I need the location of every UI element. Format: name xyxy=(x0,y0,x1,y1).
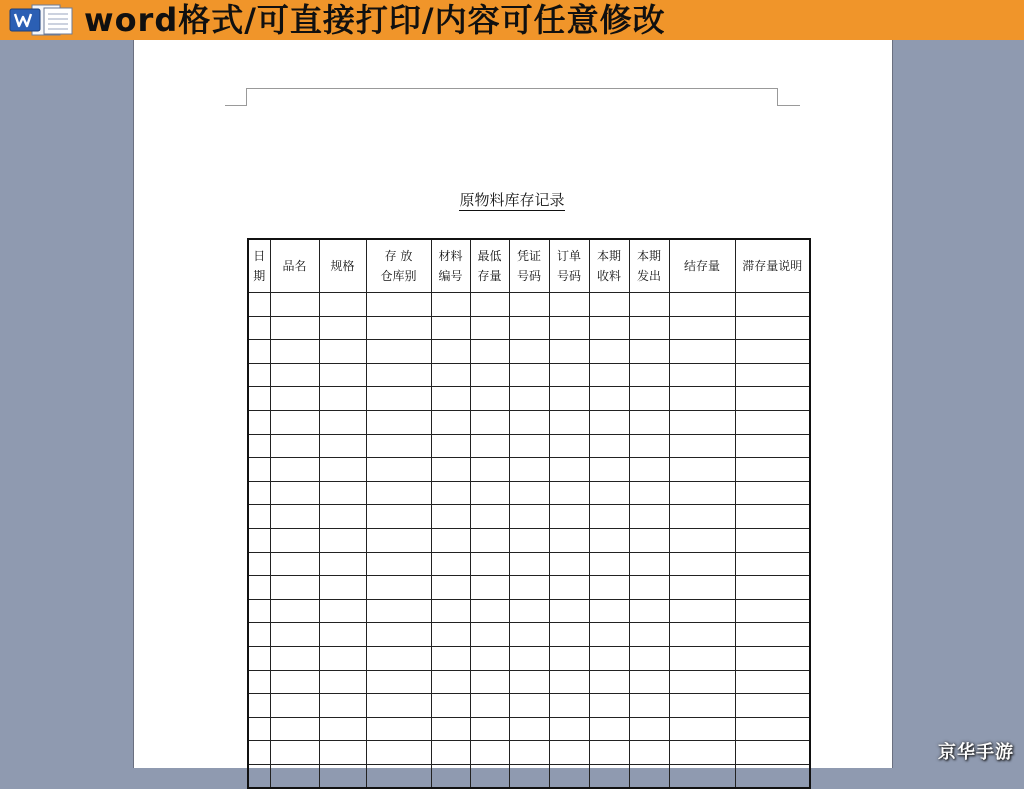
table-cell[interactable] xyxy=(549,293,589,317)
table-cell[interactable] xyxy=(431,505,470,529)
table-cell[interactable] xyxy=(270,434,319,458)
table-cell[interactable] xyxy=(629,623,669,647)
table-cell[interactable] xyxy=(589,528,629,552)
table-cell[interactable] xyxy=(366,670,431,694)
table-cell[interactable] xyxy=(669,434,735,458)
table-cell[interactable] xyxy=(669,505,735,529)
table-cell[interactable] xyxy=(589,623,629,647)
table-cell[interactable] xyxy=(319,717,366,741)
table-cell[interactable] xyxy=(319,623,366,647)
table-cell[interactable] xyxy=(509,293,549,317)
table-cell[interactable] xyxy=(470,505,509,529)
table-cell[interactable] xyxy=(629,316,669,340)
table-cell[interactable] xyxy=(366,528,431,552)
table-cell[interactable] xyxy=(319,363,366,387)
table-row xyxy=(248,646,810,670)
table-cell[interactable] xyxy=(366,316,431,340)
table-cell[interactable] xyxy=(270,340,319,364)
table-cell[interactable] xyxy=(270,363,319,387)
table-cell[interactable] xyxy=(669,576,735,600)
table-cell[interactable] xyxy=(470,481,509,505)
table-cell[interactable] xyxy=(366,458,431,482)
table-cell[interactable] xyxy=(735,599,810,623)
table-cell[interactable] xyxy=(629,599,669,623)
table-cell[interactable] xyxy=(509,646,549,670)
table-row xyxy=(248,316,810,340)
table-cell[interactable] xyxy=(669,410,735,434)
table-cell[interactable] xyxy=(431,387,470,411)
table-cell[interactable] xyxy=(509,316,549,340)
table-cell[interactable] xyxy=(270,528,319,552)
table-cell[interactable] xyxy=(470,293,509,317)
table-cell[interactable] xyxy=(248,717,270,741)
table-cell[interactable] xyxy=(248,528,270,552)
table-cell[interactable] xyxy=(509,623,549,647)
table-cell[interactable] xyxy=(509,481,549,505)
table-cell[interactable] xyxy=(589,552,629,576)
table-cell[interactable] xyxy=(629,387,669,411)
table-cell[interactable] xyxy=(549,410,589,434)
table-cell[interactable] xyxy=(270,552,319,576)
table-cell[interactable] xyxy=(629,576,669,600)
table-cell[interactable] xyxy=(431,481,470,505)
table-cell[interactable] xyxy=(589,387,629,411)
crop-mark-left xyxy=(225,105,247,106)
table-cell[interactable] xyxy=(669,293,735,317)
table-cell[interactable] xyxy=(629,717,669,741)
table-cell[interactable] xyxy=(270,599,319,623)
table-row xyxy=(248,458,810,482)
table-cell[interactable] xyxy=(669,670,735,694)
table-row xyxy=(248,481,810,505)
column-header: 最低 存量 xyxy=(470,239,509,293)
table-cell[interactable] xyxy=(470,363,509,387)
inventory-record-table xyxy=(247,238,811,789)
table-row xyxy=(248,670,810,694)
table-cell[interactable] xyxy=(629,670,669,694)
table-cell[interactable] xyxy=(319,434,366,458)
table-cell[interactable] xyxy=(248,363,270,387)
table-cell[interactable] xyxy=(735,363,810,387)
table-cell[interactable] xyxy=(431,623,470,647)
table-cell[interactable] xyxy=(431,717,470,741)
table-cell[interactable] xyxy=(470,694,509,718)
table-cell[interactable] xyxy=(735,316,810,340)
table-cell[interactable] xyxy=(431,599,470,623)
column-header: 本期 收料 xyxy=(589,239,629,293)
table-cell[interactable] xyxy=(470,741,509,765)
table-cell[interactable] xyxy=(735,340,810,364)
table-cell[interactable] xyxy=(549,552,589,576)
table-cell[interactable] xyxy=(549,458,589,482)
table-cell[interactable] xyxy=(431,458,470,482)
table-cell[interactable] xyxy=(366,363,431,387)
table-cell[interactable] xyxy=(629,410,669,434)
watermark: 京华手游 xyxy=(938,742,1014,763)
table-cell[interactable] xyxy=(270,576,319,600)
word-document-icon xyxy=(8,3,74,37)
table-cell[interactable] xyxy=(470,387,509,411)
table-cell[interactable] xyxy=(549,316,589,340)
table-cell[interactable] xyxy=(248,316,270,340)
table-cell[interactable] xyxy=(431,646,470,670)
table-cell[interactable] xyxy=(431,576,470,600)
table-cell[interactable] xyxy=(366,741,431,765)
table-row xyxy=(248,293,810,317)
table-cell[interactable] xyxy=(470,646,509,670)
table-cell[interactable] xyxy=(248,458,270,482)
table-cell[interactable] xyxy=(509,410,549,434)
table-cell[interactable] xyxy=(319,741,366,765)
table-row xyxy=(248,552,810,576)
table-row xyxy=(248,717,810,741)
table-cell[interactable] xyxy=(629,481,669,505)
table-cell[interactable] xyxy=(589,410,629,434)
table-cell[interactable] xyxy=(470,316,509,340)
table-cell[interactable] xyxy=(366,552,431,576)
table-cell[interactable] xyxy=(669,623,735,647)
table-cell[interactable] xyxy=(431,293,470,317)
table-cell[interactable] xyxy=(270,387,319,411)
table-cell[interactable] xyxy=(669,646,735,670)
table-cell[interactable] xyxy=(629,293,669,317)
table-row xyxy=(248,694,810,718)
table-cell[interactable] xyxy=(366,340,431,364)
table-cell[interactable] xyxy=(270,410,319,434)
table-cell[interactable] xyxy=(366,387,431,411)
table-cell[interactable] xyxy=(735,646,810,670)
table-cell[interactable] xyxy=(270,316,319,340)
table-row xyxy=(248,340,810,364)
table-cell[interactable] xyxy=(431,528,470,552)
table-cell[interactable] xyxy=(509,434,549,458)
table-cell[interactable] xyxy=(431,741,470,765)
table-cell[interactable] xyxy=(248,646,270,670)
table-row xyxy=(248,599,810,623)
table-cell[interactable] xyxy=(366,576,431,600)
table-cell[interactable] xyxy=(248,481,270,505)
table-cell[interactable] xyxy=(248,694,270,718)
table-cell[interactable] xyxy=(735,481,810,505)
table-cell[interactable] xyxy=(589,646,629,670)
table-cell[interactable] xyxy=(629,363,669,387)
table-cell[interactable] xyxy=(319,505,366,529)
table-cell[interactable] xyxy=(549,576,589,600)
table-body xyxy=(248,293,810,789)
table-cell[interactable] xyxy=(319,576,366,600)
table-cell[interactable] xyxy=(629,552,669,576)
table-cell[interactable] xyxy=(735,434,810,458)
table-cell[interactable] xyxy=(629,741,669,765)
banner-title: word格式/可直接打印/内容可任意修改 xyxy=(84,1,666,39)
table-cell[interactable] xyxy=(470,576,509,600)
column-header: 滞存量说明 xyxy=(735,239,810,293)
table-cell[interactable] xyxy=(319,293,366,317)
table-cell[interactable] xyxy=(509,599,549,623)
table-cell[interactable] xyxy=(735,293,810,317)
table-cell[interactable] xyxy=(470,434,509,458)
table-cell[interactable] xyxy=(366,434,431,458)
column-header: 品名 xyxy=(270,239,319,293)
table-cell[interactable] xyxy=(589,741,629,765)
table-cell[interactable] xyxy=(549,505,589,529)
table-cell[interactable] xyxy=(509,552,549,576)
table-cell[interactable] xyxy=(319,694,366,718)
table-cell[interactable] xyxy=(366,623,431,647)
table-cell[interactable] xyxy=(509,576,549,600)
table-cell[interactable] xyxy=(549,528,589,552)
table-cell[interactable] xyxy=(735,387,810,411)
table-cell[interactable] xyxy=(549,694,589,718)
table-cell[interactable] xyxy=(248,670,270,694)
table-cell[interactable] xyxy=(431,410,470,434)
table-cell[interactable] xyxy=(470,458,509,482)
table-cell[interactable] xyxy=(366,481,431,505)
table-cell[interactable] xyxy=(248,293,270,317)
table-cell[interactable] xyxy=(319,646,366,670)
table-row xyxy=(248,410,810,434)
table-cell[interactable] xyxy=(270,293,319,317)
table-cell[interactable] xyxy=(319,552,366,576)
top-banner xyxy=(0,0,1024,40)
table-cell[interactable] xyxy=(509,340,549,364)
table-header-row xyxy=(248,239,810,293)
table-row xyxy=(248,576,810,600)
table-cell[interactable] xyxy=(470,410,509,434)
table-cell[interactable] xyxy=(319,458,366,482)
table-cell[interactable] xyxy=(366,410,431,434)
table-cell[interactable] xyxy=(589,576,629,600)
table-cell[interactable] xyxy=(669,599,735,623)
table-cell[interactable] xyxy=(589,363,629,387)
document-title-text: 原物料库存记录 xyxy=(459,191,565,209)
table-cell[interactable] xyxy=(431,434,470,458)
table-row xyxy=(248,505,810,529)
table-cell[interactable] xyxy=(735,528,810,552)
table-cell[interactable] xyxy=(270,717,319,741)
table-cell[interactable] xyxy=(549,434,589,458)
table-cell[interactable] xyxy=(366,717,431,741)
table-cell[interactable] xyxy=(629,646,669,670)
table-cell[interactable] xyxy=(470,717,509,741)
table-cell[interactable] xyxy=(470,552,509,576)
table-cell[interactable] xyxy=(669,316,735,340)
table-cell[interactable] xyxy=(319,599,366,623)
table-cell[interactable] xyxy=(629,694,669,718)
table-cell[interactable] xyxy=(669,458,735,482)
table-cell[interactable] xyxy=(319,410,366,434)
table-cell[interactable] xyxy=(549,646,589,670)
table-cell[interactable] xyxy=(549,623,589,647)
table-cell[interactable] xyxy=(669,528,735,552)
table-cell[interactable] xyxy=(509,458,549,482)
table-cell[interactable] xyxy=(431,363,470,387)
table-cell[interactable] xyxy=(629,458,669,482)
table-cell[interactable] xyxy=(319,387,366,411)
document-title xyxy=(0,189,1024,210)
table-cell[interactable] xyxy=(735,623,810,647)
table-cell[interactable] xyxy=(319,340,366,364)
table-cell[interactable] xyxy=(248,410,270,434)
table-cell[interactable] xyxy=(669,363,735,387)
table-cell[interactable] xyxy=(589,316,629,340)
table-cell[interactable] xyxy=(509,694,549,718)
table-cell[interactable] xyxy=(629,340,669,364)
table-cell[interactable] xyxy=(669,340,735,364)
table-cell[interactable] xyxy=(549,387,589,411)
table-cell[interactable] xyxy=(319,316,366,340)
table-cell[interactable] xyxy=(248,552,270,576)
column-header: 规格 xyxy=(319,239,366,293)
table-cell[interactable] xyxy=(589,481,629,505)
table-cell[interactable] xyxy=(270,741,319,765)
table-cell[interactable] xyxy=(248,505,270,529)
table-cell[interactable] xyxy=(509,528,549,552)
table-cell[interactable] xyxy=(509,670,549,694)
table-cell[interactable] xyxy=(549,717,589,741)
table-cell[interactable] xyxy=(669,387,735,411)
table-cell[interactable] xyxy=(270,505,319,529)
table-cell[interactable] xyxy=(509,717,549,741)
table-cell[interactable] xyxy=(470,623,509,647)
table-row xyxy=(248,528,810,552)
table-row xyxy=(248,434,810,458)
table-cell[interactable] xyxy=(470,670,509,694)
table-cell[interactable] xyxy=(431,552,470,576)
table-cell[interactable] xyxy=(248,387,270,411)
crop-mark-right xyxy=(778,105,800,106)
table-cell[interactable] xyxy=(589,717,629,741)
column-header: 本期 发出 xyxy=(629,239,669,293)
table-cell[interactable] xyxy=(470,599,509,623)
column-header: 凭证 号码 xyxy=(509,239,549,293)
column-header: 存 放 仓库别 xyxy=(366,239,431,293)
table-cell[interactable] xyxy=(366,505,431,529)
table-cell[interactable] xyxy=(735,694,810,718)
table-cell[interactable] xyxy=(319,481,366,505)
table-cell[interactable] xyxy=(319,528,366,552)
column-header: 订单 号码 xyxy=(549,239,589,293)
table-cell[interactable] xyxy=(735,505,810,529)
table-cell[interactable] xyxy=(319,670,366,694)
table-row xyxy=(248,363,810,387)
column-header: 日 期 xyxy=(248,239,270,293)
table-cell[interactable] xyxy=(470,340,509,364)
table-cell[interactable] xyxy=(629,528,669,552)
table-cell[interactable] xyxy=(470,528,509,552)
table-cell[interactable] xyxy=(431,670,470,694)
table-cell[interactable] xyxy=(270,623,319,647)
table-cell[interactable] xyxy=(431,316,470,340)
table-cell[interactable] xyxy=(629,434,669,458)
table-row xyxy=(248,623,810,647)
table-cell[interactable] xyxy=(589,694,629,718)
table-cell[interactable] xyxy=(431,340,470,364)
table-cell[interactable] xyxy=(589,458,629,482)
table-cell[interactable] xyxy=(509,387,549,411)
table-cell[interactable] xyxy=(589,434,629,458)
table-cell[interactable] xyxy=(669,481,735,505)
table-cell[interactable] xyxy=(270,694,319,718)
table-cell[interactable] xyxy=(509,505,549,529)
table-cell[interactable] xyxy=(669,694,735,718)
table-cell[interactable] xyxy=(270,670,319,694)
column-header: 结存量 xyxy=(669,239,735,293)
table-cell[interactable] xyxy=(509,363,549,387)
table-cell[interactable] xyxy=(549,363,589,387)
table-cell[interactable] xyxy=(589,670,629,694)
table-cell[interactable] xyxy=(248,576,270,600)
table-cell[interactable] xyxy=(248,741,270,765)
table-cell[interactable] xyxy=(735,410,810,434)
column-header: 材料 编号 xyxy=(431,239,470,293)
table-cell[interactable] xyxy=(248,599,270,623)
table-cell[interactable] xyxy=(366,646,431,670)
table-cell[interactable] xyxy=(735,458,810,482)
table-cell[interactable] xyxy=(549,599,589,623)
table-cell[interactable] xyxy=(589,505,629,529)
table-cell[interactable] xyxy=(735,576,810,600)
table-cell[interactable] xyxy=(549,741,589,765)
table-cell[interactable] xyxy=(366,293,431,317)
table-cell[interactable] xyxy=(549,670,589,694)
table-cell[interactable] xyxy=(735,670,810,694)
table-cell[interactable] xyxy=(509,741,549,765)
table-cell[interactable] xyxy=(589,340,629,364)
table-cell[interactable] xyxy=(669,552,735,576)
table-cell[interactable] xyxy=(366,599,431,623)
table-row xyxy=(248,387,810,411)
table-cell[interactable] xyxy=(366,694,431,718)
table-cell[interactable] xyxy=(669,717,735,741)
table-cell[interactable] xyxy=(735,741,810,765)
table-cell[interactable] xyxy=(248,340,270,364)
table-cell[interactable] xyxy=(431,694,470,718)
table-cell[interactable] xyxy=(735,717,810,741)
table-cell[interactable] xyxy=(669,741,735,765)
table-cell[interactable] xyxy=(549,481,589,505)
table-cell[interactable] xyxy=(629,505,669,529)
table-cell[interactable] xyxy=(270,481,319,505)
page-header-margin xyxy=(246,88,778,106)
table-cell[interactable] xyxy=(248,623,270,647)
table-cell[interactable] xyxy=(248,434,270,458)
table-row xyxy=(248,741,810,765)
table-cell[interactable] xyxy=(270,458,319,482)
table-cell[interactable] xyxy=(735,552,810,576)
table-cell[interactable] xyxy=(270,646,319,670)
table-cell[interactable] xyxy=(589,293,629,317)
table-cell[interactable] xyxy=(589,599,629,623)
table-cell[interactable] xyxy=(549,340,589,364)
